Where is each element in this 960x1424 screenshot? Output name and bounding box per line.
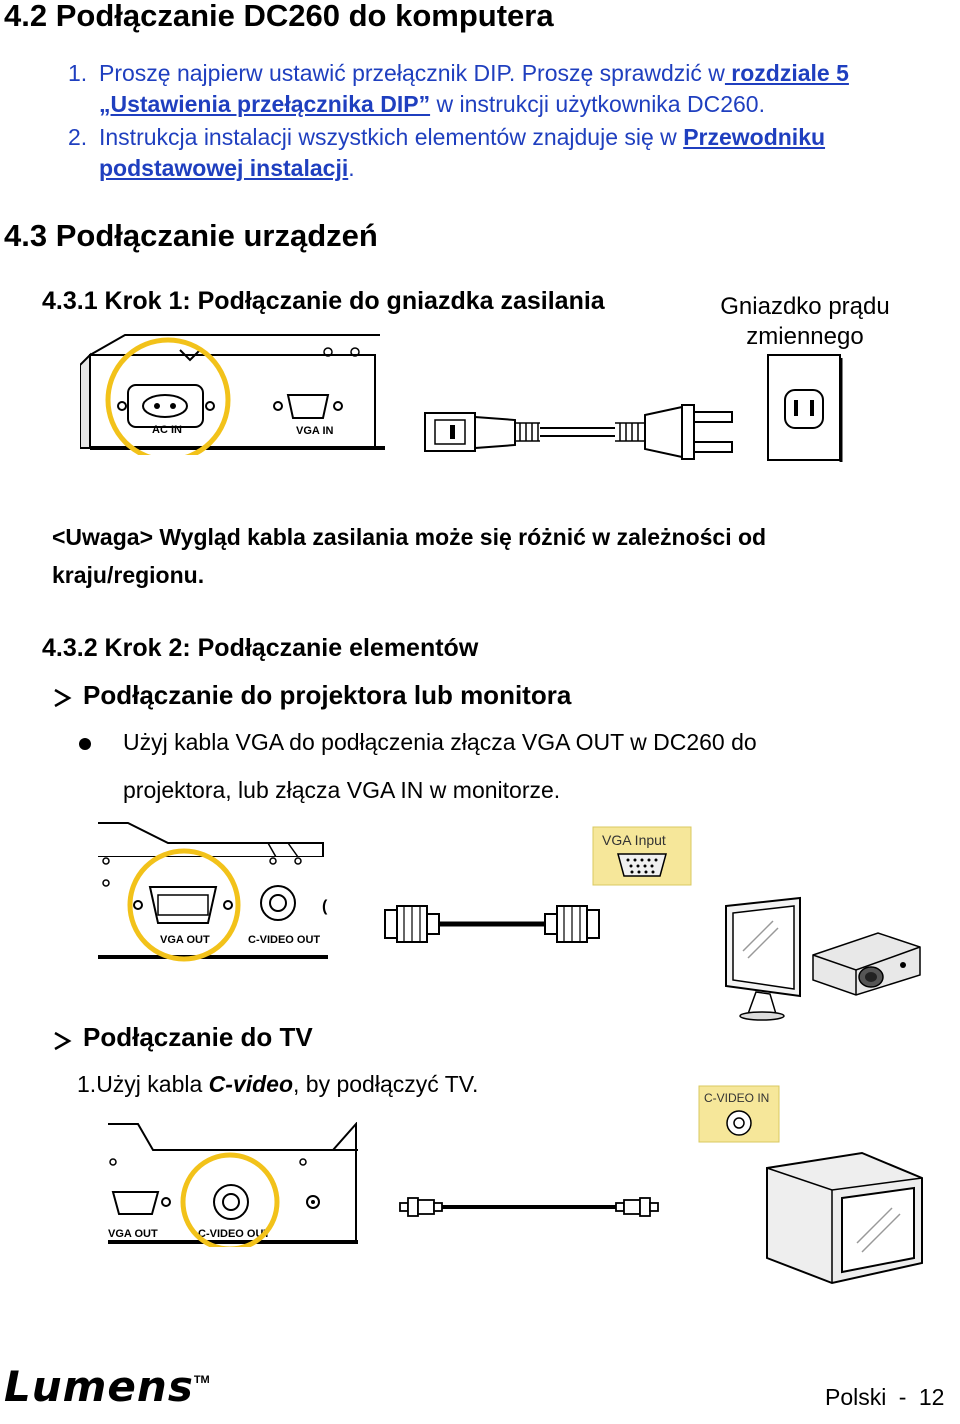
chevron-right-icon <box>52 1030 72 1052</box>
page-number: 12 <box>918 1384 945 1410</box>
port-ac-in-label: AC IN <box>152 424 182 436</box>
port-cvideo-out-label-2: C-VIDEO OUT <box>198 1228 271 1240</box>
vga-cable-image <box>382 900 602 950</box>
device-back-panel-ac <box>80 330 385 455</box>
link-podstawowej-instalacji[interactable]: podstawowej instalacji <box>99 155 349 181</box>
list-number: 2. <box>68 124 88 150</box>
footer-language: Polski <box>825 1384 887 1410</box>
list-item-2-line-1: Instrukcja instalacji wszystkich elementów znajduje się w Przewodniku <box>99 124 826 150</box>
vga-input-label: VGA Input <box>602 832 666 848</box>
power-cord-image <box>420 395 740 475</box>
page-footer: Polski - 12 <box>825 1384 945 1410</box>
link-rozdziale-5[interactable]: rozdziale 5 <box>724 60 849 86</box>
port-vga-out-label: VGA OUT <box>160 934 210 946</box>
cvideo-in-label: C-VIDEO IN <box>704 1091 770 1105</box>
monitor-image <box>718 896 818 1024</box>
bullet-vga-line-1: Użyj kabla VGA do podłączenia złącza VGA OUT w DC260 do <box>123 729 757 755</box>
bullet-vga-line-2: projektora, lub złącza VGA IN w monitorze. <box>123 777 561 803</box>
subsection-tv: Podłączanie do TV <box>83 1022 313 1052</box>
cvideo-cable-image <box>398 1192 660 1222</box>
tv-image <box>762 1148 932 1288</box>
outlet-caption: Gniazdko prądu zmiennego <box>720 293 890 350</box>
list-item-1 <box>68 60 87 87</box>
list-item-1-line-2: „Ustawienia przełącznika DIP” w instrukcji użytkownika DC260. <box>99 91 765 117</box>
vga-input-port-image <box>592 826 692 886</box>
svg-text:(: ( <box>322 898 328 915</box>
section-title-4-2: 4.2 Podłączanie DC260 do komputera <box>4 0 554 33</box>
list-number: 1. <box>68 60 88 86</box>
step-2-title: 4.3.2 Krok 2: Podłączanie elementów <box>42 634 479 662</box>
list-item-2 <box>68 124 87 151</box>
section-title-4-3: 4.3 Podłączanie urządzeń <box>4 218 378 253</box>
port-vga-in-label: VGA IN <box>296 425 334 437</box>
subsection-projector-monitor: Podłączanie do projektora lub monitora <box>83 680 572 710</box>
cvideo-in-port-image <box>698 1085 780 1143</box>
projector-image <box>808 925 926 1000</box>
link-ustawienia-dip[interactable]: „Ustawienia przełącznika DIP” <box>99 91 431 117</box>
tv-instruction: 1.Użyj kabla C-video, by podłączyć TV. <box>77 1071 479 1097</box>
bullet-dot-icon <box>78 737 92 751</box>
list-item-1-line-1: Proszę najpierw ustawić przełącznik DIP. Proszę sprawdzić w rozdziale 5 <box>99 60 849 86</box>
port-cvideo-out-label: C-VIDEO OUT <box>248 934 321 946</box>
note-power-cord: <Uwaga> Wygląd kabla zasilania może się różnić w zależności od kraju/regionu. <box>52 524 767 588</box>
chevron-right-icon <box>52 687 72 709</box>
device-back-panel-cvideo-out <box>108 1122 363 1247</box>
port-vga-out-label-2: VGA OUT <box>108 1228 158 1240</box>
step-1-title: 4.3.1 Krok 1: Podłączanie do gniazdka zasilania <box>42 287 605 315</box>
device-back-panel-vga-out <box>98 815 328 965</box>
list-item-2-line-2: podstawowej instalacji. <box>99 155 355 181</box>
wall-outlet-image <box>765 352 845 464</box>
link-przewodniku[interactable]: Przewodniku <box>683 124 826 150</box>
lumens-logo: Lumens™ <box>4 1362 210 1411</box>
